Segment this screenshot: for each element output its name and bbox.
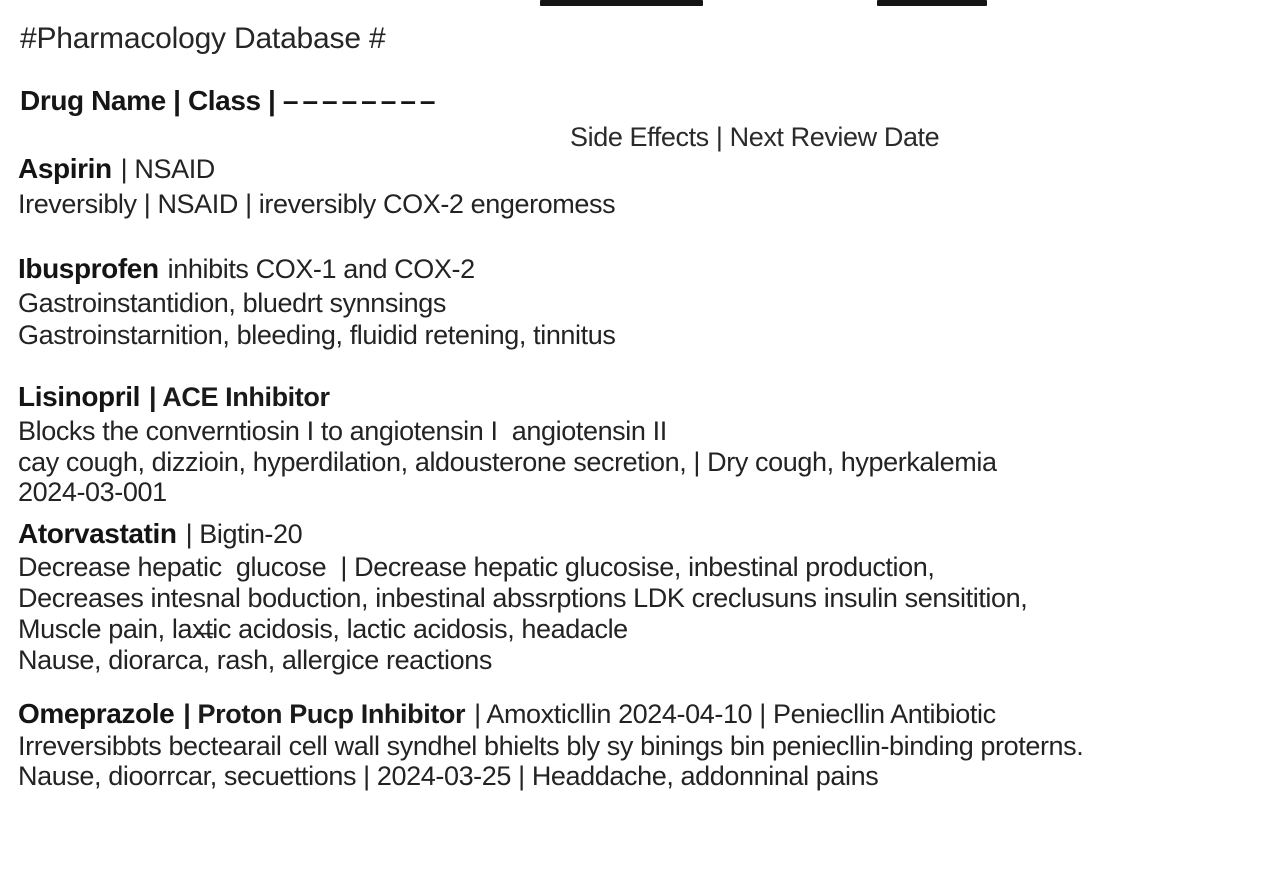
cropped-text-artifact-right [877,0,987,6]
drug-entry-heading-lisinopril [18,381,330,413]
drug-detail-line: Gastroinstantidion, bluedrt synnsings [18,288,446,318]
drug-entry-heading-ibusprofen [18,253,475,285]
drug-detail-line: Decreases intesnal boduction, inbestinal abssrptions LDK creclusuns insulin sensitition, [18,583,1028,613]
drug-name: Aspirin [18,153,112,184]
drug-mechanism: inhibits COX-1 and COX-2 [167,254,475,284]
drug-review-date: 2024-03-001 [18,477,167,507]
drug-entry-heading-aspirin [18,153,215,185]
drug-detail-line: Nause, diorarca, rash, allergice reactions [18,645,492,675]
drug-detail-line: Gastroinstarnition, bleeding, fluidid retening, tinnitus [18,320,616,350]
drug-extra: | Amoxticllin 2024-04-10 | Peniecllin Antibiotic [474,699,996,729]
drug-name: Omeprazole [18,698,175,729]
drug-class: | Bigtin-20 [185,519,303,549]
column-headers: Drug Name | Class | [20,85,276,116]
drug-entry-heading-atorvastatin [18,518,302,550]
drug-class: | NSAID [120,154,215,184]
drug-name: Ibusprofen [18,253,159,284]
drug-class: | ACE Inhibitor [149,382,330,412]
drug-detail-line: Ireversibly | NSAID | ireversibly COX-2 engeromess [18,189,616,219]
drug-detail-line: Decrease hepatic glucose | Decrease hepatic glucosise, inbestinal production, [18,552,935,582]
table-header-left [20,85,439,117]
drug-detail-line: Muscle pain, lax̶tic acidosis, lactic acidosis, headacle [18,614,628,644]
drug-class: | Proton Pucp Inhibitor [183,699,466,729]
drug-name: Atorvastatin [18,518,177,549]
table-header-right: Side Effects | Next Review Date [570,122,940,152]
drug-entry-heading-omeprazole [18,698,996,730]
cropped-text-artifact-left [540,0,703,6]
drug-name: Lisinopril [18,381,141,412]
drug-detail-line: Blocks the converntiosin I to angiotensin I angiotensin II [18,416,667,446]
drug-detail-line: cay cough, dizzioin, hyperdilation, aldousterone secretion, | Dry cough, hyperkalemia [18,447,997,477]
header-dashes: –––––––– [282,85,440,116]
page-title: #Pharmacology Database # [20,22,386,55]
drug-detail-line: Irreversibbts bectearail cell wall syndhel bhielts bly sy binings bin peniecllin-binding proterns. [18,731,1084,761]
drug-detail-line: Nause, dioorrcar, secuettions | 2024-03-25 | Headdache, addonninal pains [18,761,879,791]
